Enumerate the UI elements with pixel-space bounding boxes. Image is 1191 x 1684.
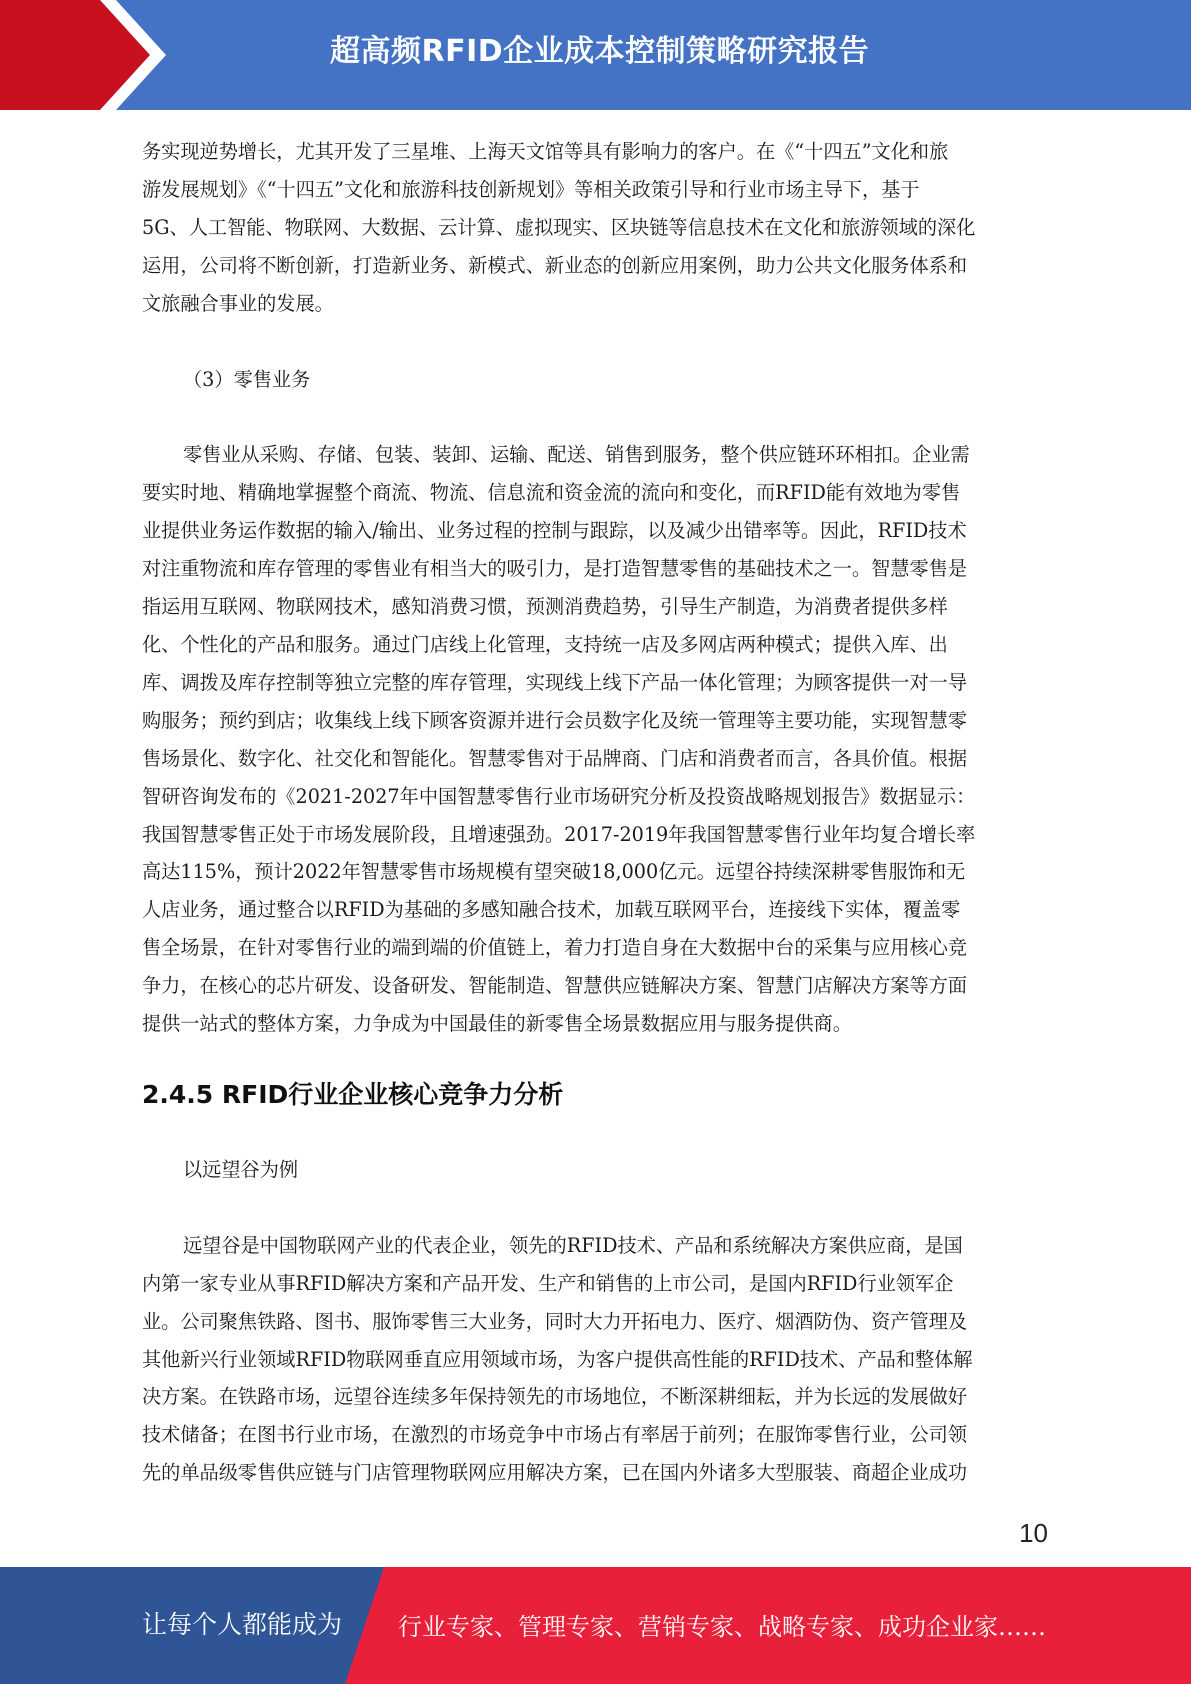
text-line: 要实时地、精确地掌握整个商流、物流、信息流和资金流的流向和变化，而RFID能有效地为零售 (142, 481, 961, 505)
text-line: 对注重物流和库存管理的零售业有相当大的吸引力，是打造智慧零售的基础技术之一。智慧零售是 (142, 557, 968, 581)
text-line: 售场景化、数字化、社交化和智能化。智慧零售对于品牌商、门店和消费者而言，各具价值。根据 (142, 746, 968, 770)
text-line: 人店业务，通过整合以RFID为基础的多感知融合技术，加载互联网平台，连接线下实体，覆盖零 (142, 898, 961, 922)
text-line: 先的单品级零售供应链与门店管理物联网应用解决方案，已在国内外诸多大型服装、商超企业成功 (142, 1461, 968, 1485)
text-line: 业提供业务运作数据的输入/输出、业务过程的控制与跟踪，以及减少出错率等。因此，RFID技术 (142, 519, 967, 543)
text-line: 零售业从采购、存储、包装、装卸、运输、配送、销售到服务，整个供应链环环相扣。企业需 (183, 443, 970, 467)
text-line: 务实现逆势增长，尤其开发了三星堆、上海天文馆等具有影响力的客户。在《“十四五”文化和旅 (142, 140, 949, 163)
text-line: 库、调拨及库存控制等独立完整的库存管理，实现线上线下产品一体化管理；为顾客提供一对一导 (142, 670, 968, 694)
text-line: 售全场景，在针对零售行业的端到端的价值链上，着力打造自身在大数据中台的采集与应用核心竞 (142, 936, 968, 960)
page-number: 10 (1019, 1518, 1048, 1548)
text-line: 争力，在核心的芯片研发、设备研发、智能制造、智慧供应链解决方案、智慧门店解决方案等方面 (142, 974, 968, 998)
text-line: 游发展规划》《“十四五”文化和旅游科技创新规划》等相关政策引导和行业市场主导下，基于 (142, 177, 920, 201)
text-line: 提供一站式的整体方案，力争成为中国最佳的新零售全场景数据应用与服务提供商。 (142, 1012, 852, 1036)
section-heading: 2.4.5 RFID行业企业核心竞争力分析 (142, 1079, 564, 1109)
text-line: 技术储备；在图书行业市场，在激烈的市场竞争中市场占有率居于前列；在服饰零售行业，公司领 (142, 1423, 968, 1447)
text-line: 文旅融合事业的发展。 (142, 291, 334, 315)
subsection-label-retail: （3）零售业务 (183, 367, 311, 391)
text-line: 业。公司聚焦铁路、图书、服饰零售三大业务，同时大力开拓电力、医疗、烟酒防伪、资产管理及 (142, 1309, 968, 1333)
text-line: 5G、人工智能、物联网、大数据、云计算、虚拟现实、区块链等信息技术在文化和旅游领域的深化 (142, 215, 976, 239)
text-line: 智研咨询发布的《2021-2027年中国智慧零售行业市场研究分析及投资战略规划报告》数据显示： (142, 784, 976, 808)
text-line: 购服务；预约到店；收集线上线下顾客资源并进行会员数字化及统一管理等主要功能，实现智慧零 (142, 708, 968, 732)
text-line: 指运用互联网、物联网技术，感知消费习惯，预测消费趋势，引导生产制造，为消费者提供多样 (142, 595, 948, 619)
example-label: 以远望谷为例 (183, 1157, 299, 1181)
report-title: 超高频RFID企业成本控制策略研究报告 (330, 34, 870, 69)
text-line: 内第一家专业从事RFID解决方案和产品开发、生产和销售的上市公司，是国内RFID行业领军企 (142, 1271, 954, 1295)
text-line: 化、个性化的产品和服务。通过门店线上化管理，支持统一店及多网店两种模式；提供入库、出 (142, 632, 948, 656)
page-footer (0, 1567, 1191, 1684)
paragraph-retail (142, 436, 1048, 1043)
page-content (142, 133, 1048, 1492)
text-line: 其他新兴行业领域RFID物联网垂直应用领域市场，为客户提供高性能的RFID技术、产品和整体解 (142, 1347, 973, 1371)
text-line: 运用，公司将不断创新，打造新业务、新模式、新业态的创新应用案例，助力公共文化服务体系和 (142, 253, 968, 277)
footer-slogan-left: 让每个人都能成为 (142, 1610, 343, 1639)
text-line: 决方案。在铁路市场，远望谷连续多年保持领先的市场地位，不断深耕细耘，并为长远的发展做好 (142, 1385, 968, 1409)
paragraph-core-competence (142, 1227, 1048, 1492)
paragraph-cultural-tourism (142, 133, 1048, 323)
page-header (0, 0, 1191, 110)
text-line: 远望谷是中国物联网产业的代表企业，领先的RFID技术、产品和系统解决方案供应商，是国 (183, 1233, 963, 1257)
footer-slogan-right: 行业专家、管理专家、营销专家、战略专家、成功企业家…… (398, 1613, 1046, 1641)
text-line: 高达115%，预计2022年智慧零售市场规模有望突破18,000亿元。远望谷持续深耕零售服饰和无 (142, 860, 966, 884)
text-line: 我国智慧零售正处于市场发展阶段，且增速强劲。2017-2019年我国智慧零售行业年均复合增长率 (142, 822, 976, 846)
